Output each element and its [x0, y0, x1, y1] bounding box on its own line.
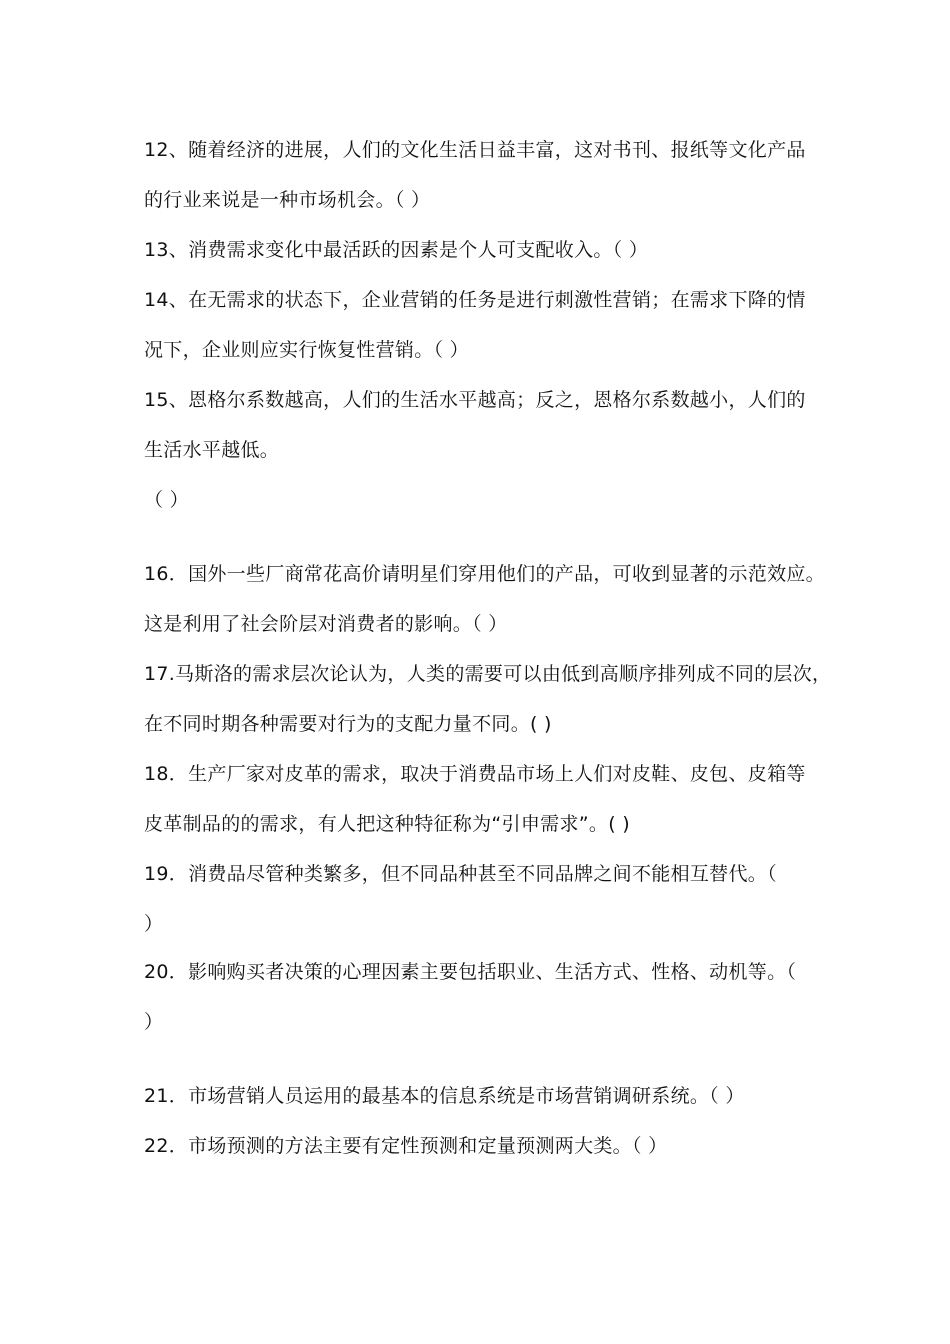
question-17-line-2: 在不同时期各种需要对行为的支配力量不同。( )	[144, 713, 552, 735]
question-22-line-1: 22．市场预测的方法主要有定性预测和定量预测两大类。（ ）	[144, 1135, 668, 1157]
question-16-line-2: 这是利用了社会阶层对消费者的影响。（ ）	[144, 613, 508, 635]
question-14-line-2: 况下，企业则应实行恢复性营销。（ ）	[144, 339, 469, 361]
question-15-line-3: （ ）	[144, 489, 189, 511]
question-12-line-2: 的行业来说是一种市场机会。（ ）	[144, 189, 431, 211]
question-17-line-1: 17.马斯洛的需求层次论认为，人类的需要可以由低到高顺序排列成不同的层次，	[144, 663, 832, 685]
question-15-line-1: 15、恩格尔系数越高，人们的生活水平越高；反之，恩格尔系数越小，人们的	[144, 389, 806, 411]
question-19-line-2: ）	[144, 913, 164, 935]
question-18-line-1: 18．生产厂家对皮革的需求，取决于消费品市场上人们对皮鞋、皮包、皮箱等	[144, 763, 806, 785]
question-13-line-1: 13、消费需求变化中最活跃的因素是个人可支配收入。（ ）	[144, 239, 649, 261]
question-18-line-2: 皮革制品的的需求，有人把这种特征称为“引申需求”。( )	[144, 813, 630, 835]
question-15-line-2: 生活水平越低。	[144, 439, 280, 461]
question-19-line-1: 19．消费品尽管种类繁多，但不同品种甚至不同品牌之间不能相互替代。（	[144, 863, 777, 885]
question-16-line-1: 16．国外一些厂商常花高价请明星们穿用他们的产品，可收到显著的示范效应。	[144, 563, 825, 585]
question-12-line-1: 12、随着经济的进展，人们的文化生活日益丰富，这对书刊、报纸等文化产品	[144, 139, 806, 161]
question-14-line-1: 14、在无需求的状态下，企业营销的任务是进行刺激性营销；在需求下降的情	[144, 289, 806, 311]
question-21-line-1: 21．市场营销人员运用的最基本的信息系统是市场营销调研系统。（ ）	[144, 1085, 745, 1107]
question-20-line-2: ）	[144, 1011, 164, 1033]
question-20-line-1: 20．影响购买者决策的心理因素主要包括职业、生活方式、性格、动机等。（	[144, 961, 797, 983]
